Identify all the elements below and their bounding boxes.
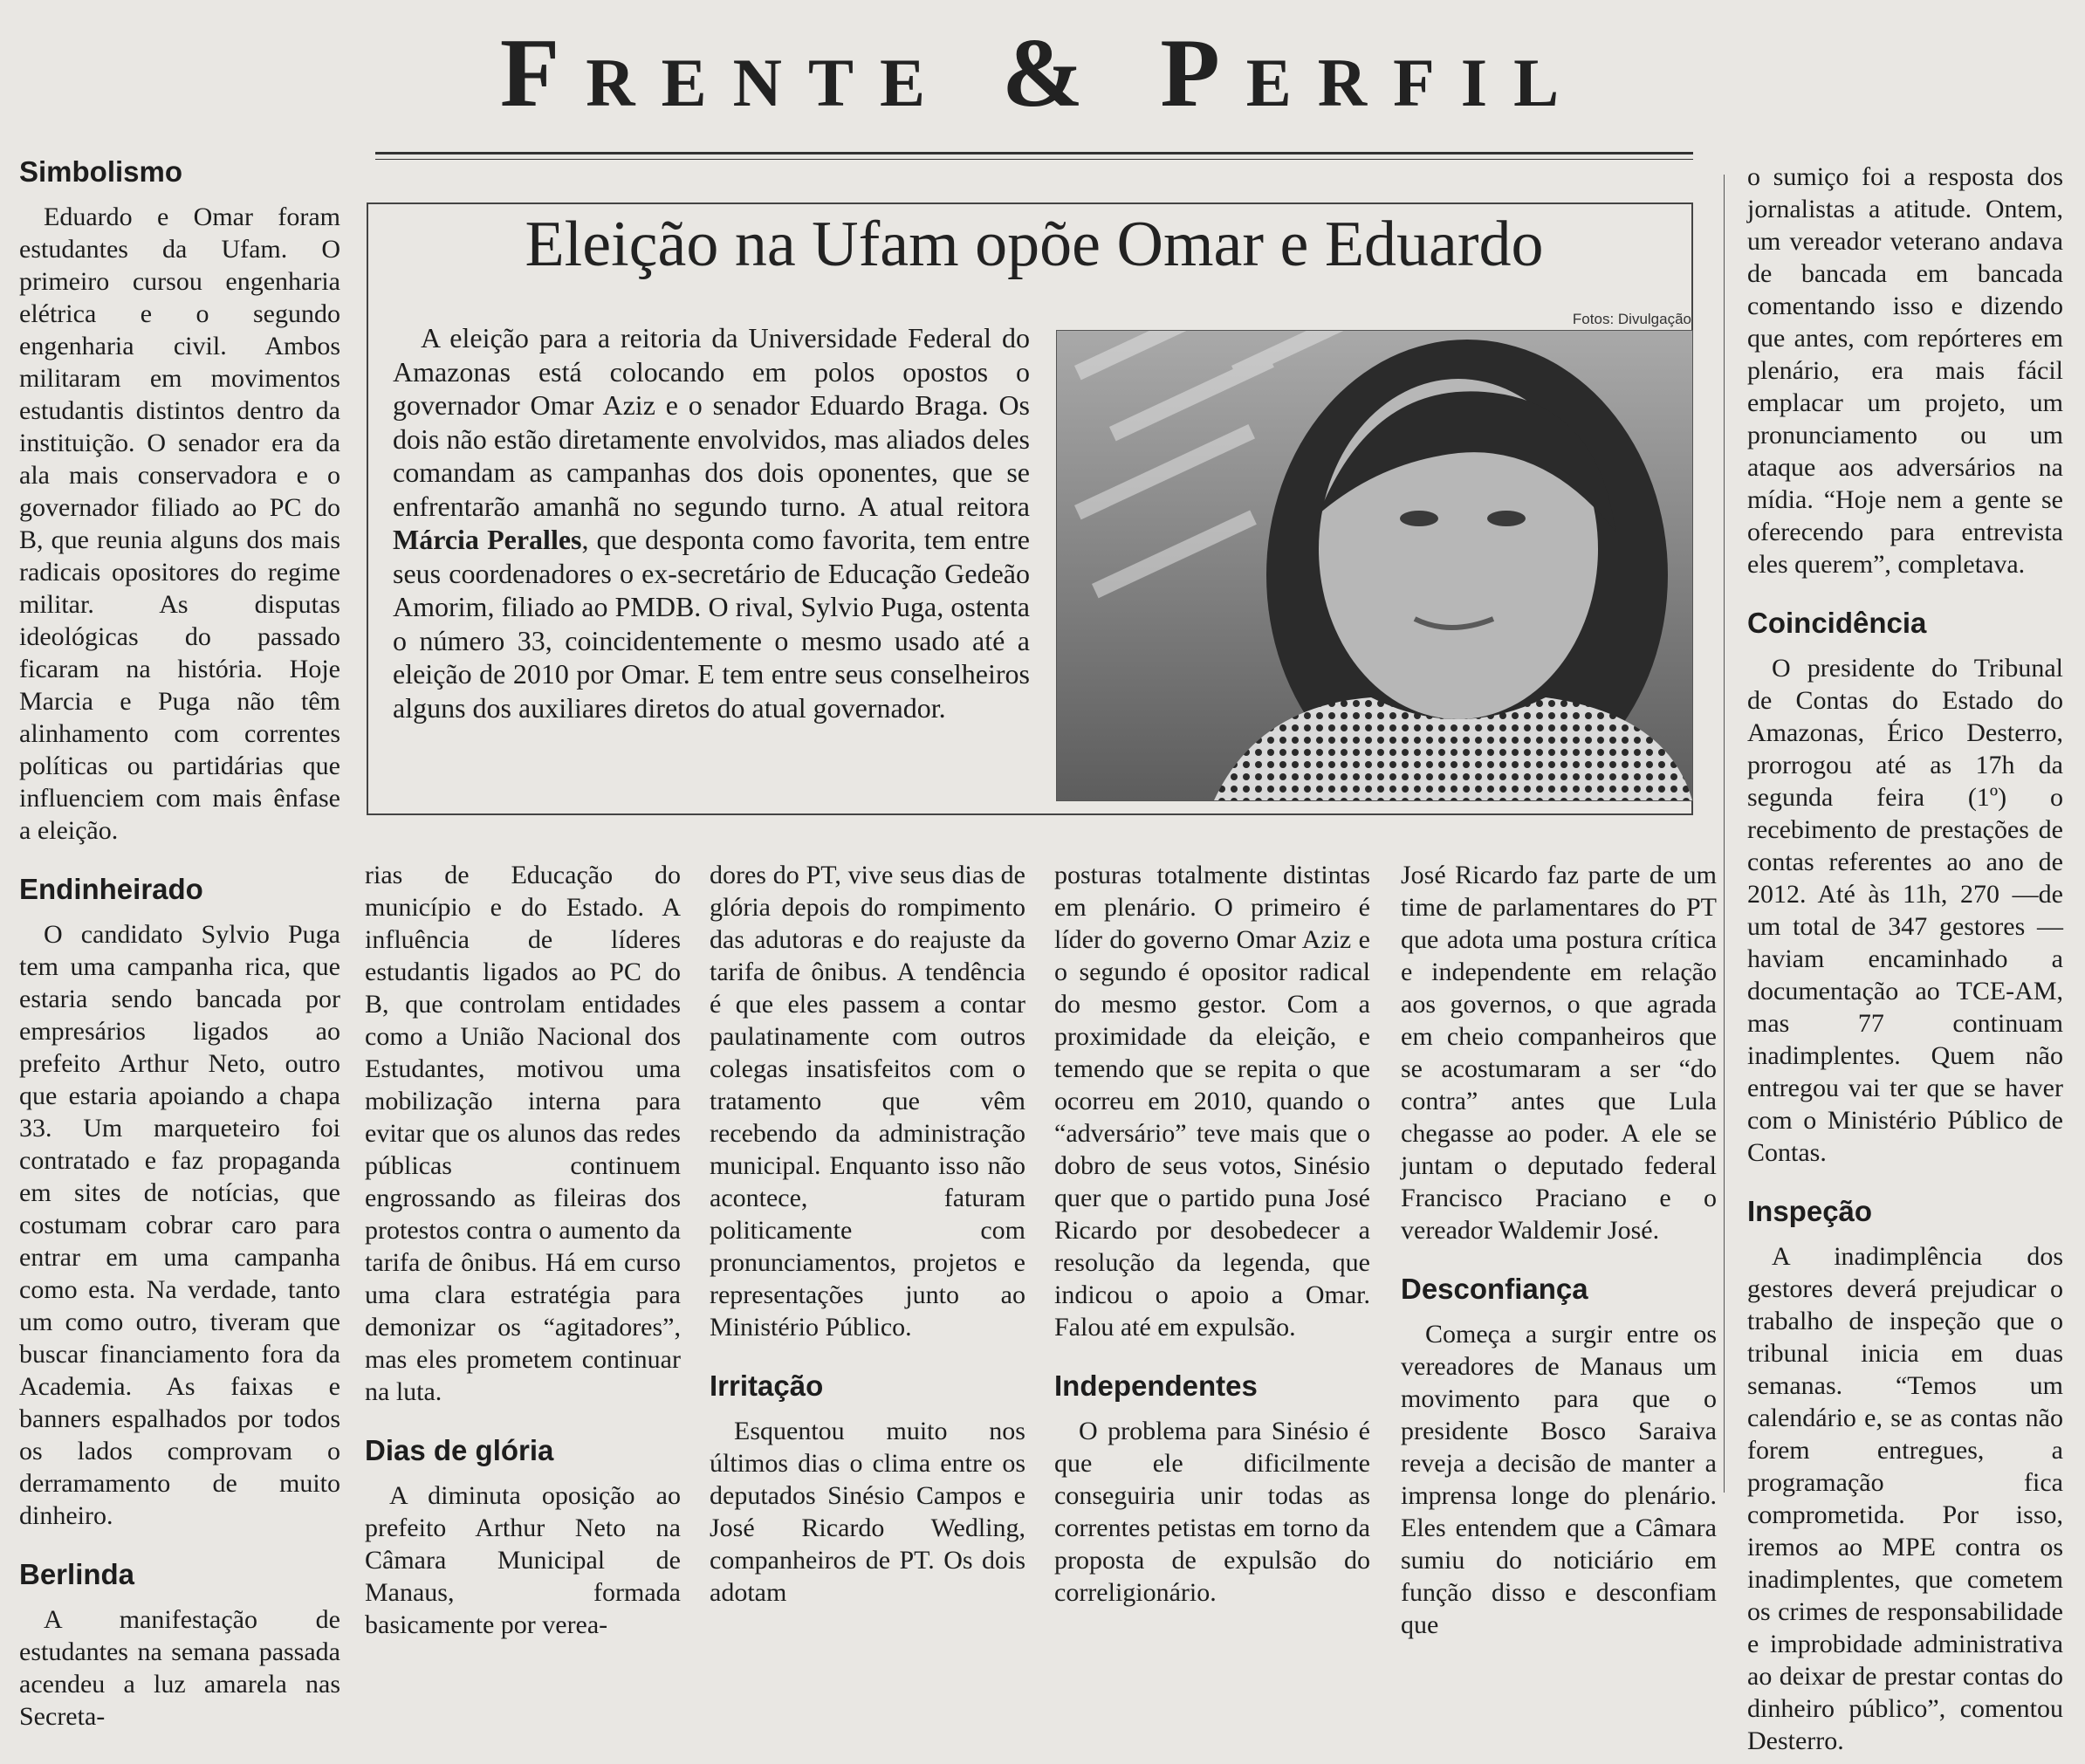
column-3 (710, 859, 1025, 1616)
portrait-illustration (1057, 331, 1692, 800)
paragraph-inspecao: A inadimplência dos gestores deverá prejudicar o trabalho de inspeção que o tribunal inicia em duas semanas. “Temos um calendário e, se as contas não forem entregues, a programação fica comprometida. Por isso, iremos ao MPE contra os inadimplentes, que cometem os crimes de responsabilidade e improbidade administrativa ao deixar de prestar contas do dinheiro público”, comentou Desterro. (1747, 1242, 2063, 1755)
headline: Eleição na Ufam opõe Omar e Eduardo (525, 209, 1544, 280)
section-masthead: Frente & Perfil (499, 19, 1586, 127)
subhead-desconfianca: Desconfiança (1401, 1273, 1588, 1305)
paragraph-col2-cont: rias de Educação do município e do Estado. A influência de líderes estudantis ligados ao PC do B, que controlam entidades como a União Nacional dos Estudantes, motivou uma mobilização interna para evitar que os alunos das redes públicas continuem engrossando as fileiras dos protestos contra o aumento da tarifa de ônibus. Há em curso uma clara estratégia para demonizar os “agitadores”, mas eles prometem continuar na luta. (365, 861, 681, 1406)
paragraph-col6-cont: o sumiço foi a resposta dos jornalistas a atitude. Ontem, um vereador veterano andava de bancada em bancada comentando isso e dizendo que antes, com repórteres em plenário, era mais fácil emplacar um projeto, um pronunciamento ou um ataque aos adversários na mídia. “Hoje nem a gente se oferecendo para entrevista eles querem”, completava. (1747, 162, 2063, 579)
paragraph-berlinda: A manifestação de estudantes na semana passada acendeu a luz amarela nas Secreta- (19, 1605, 340, 1731)
subhead-inspecao: Inspeção (1747, 1195, 1873, 1227)
column-5 (1401, 859, 1717, 1648)
paragraph-col3-cont: dores do PT, vive seus dias de glória depois do rompimento das adutoras e do reajuste da tarifa de ônibus. A tendência é que eles passem a contar paulatinamente com outros colegas insatisfeitos com o tratamento que vêm recebendo da administração municipal. Enquanto isso não acontece, faturam politicamente com pronunciamentos, projetos e representações junto ao Ministério Público. (710, 861, 1025, 1342)
lead-name: Márcia Peralles (393, 524, 582, 555)
column-4 (1054, 859, 1370, 1616)
subhead-endinheirado: Endinheirado (19, 873, 203, 905)
subhead-irritacao: Irritação (710, 1369, 824, 1402)
portrait-photo (1056, 330, 1693, 801)
column-rule-6 (1724, 175, 1725, 1493)
lead-article (393, 321, 1030, 724)
paragraph-simbolismo: Eduardo e Omar foram estudantes da Ufam. O primeiro cursou engenharia elétrica e o segundo engenharia civil. Ambos militaram em movimentos estudantis distintos dentro da instituição. O senador era da ala mais conservadora e o governador filiado ao PC do B, que reunia alguns dos mais radicais opositores do regime militar. As disputas ideológicas do passado ficaram na história. Hoje Marcia e Puga não têm alinhamento com correntes políticas ou partidárias que influenciem com mais ênfase a eleição. (19, 202, 340, 845)
paragraph-independentes: O problema para Sinésio é que ele dificilmente conseguiria unir todas as correntes petistas em torno da proposta de expulsão do correligionário. (1054, 1417, 1370, 1607)
lead-text-1: A eleição para a reitoria da Universidade Federal do Amazonas está colocando em polos opostos o governador Omar Aziz e o senador Eduardo Braga. Os dois não estão diretamente envolvidos, mas aliados deles comandam as campanhas dos dois oponentes, que se enfrentarão amanhã no segundo turno. A atual reitora (393, 322, 1030, 522)
paragraph-endinheirado: O candidato Sylvio Puga tem uma campanha rica, que estaria sendo bancada por empresários ligados ao prefeito Arthur Neto, outro que estaria apoiando a chapa 33. Um marqueteiro foi contratado e faz propaganda em sites de notícias, que costumam cobrar caro para entrar em uma campanha como esta. Na verdade, tanto um como outro, tiveram que buscar financiamento fora da Academia. As faixas e banners espalhados por todos os lados comprovam o derramamento de muito dinheiro. (19, 920, 340, 1530)
column-1 (19, 154, 340, 1740)
masthead-rule-thin (375, 159, 1693, 160)
column-2 (365, 859, 681, 1648)
photo-credit: Fotos: Divulgação (1572, 311, 1691, 327)
paragraph-dias-de-gloria: A diminuta oposição ao prefeito Arthur Neto na Câmara Municipal de Manaus, formada basicamente por verea- (365, 1481, 681, 1639)
subhead-independentes: Independentes (1054, 1369, 1258, 1402)
paragraph-col5-cont: José Ricardo faz parte de um time de parlamentares do PT que adota uma postura crítica e independente em relação aos governos, o que agrada em cheio companheiros que se acostumaram a ser “do contra” antes que Lula chegasse ao poder. A ele se juntam o deputado federal Francisco Praciano e o vereador Waldemir José. (1401, 861, 1717, 1245)
lead-text-2: , que desponta como favorita, tem entre seus coordenadores o ex-secretário de Educação Gedeão Amorim, filiado ao PMDB. O rival, Sylvio Puga, ostenta o número 33, coincidentemente o mesmo usado até a eleição de 2010 por Omar. E tem entre seus conselheiros alguns dos auxiliares diretos do atual governador. (393, 524, 1030, 724)
paragraph-desconfianca: Começa a surgir entre os vereadores de Manaus um movimento para que o presidente Bosco Saraiva reveja a decisão de manter a imprensa longe do plenário. Eles entendem que a Câmara sumiu do noticiário em função disso e desconfiam que (1401, 1320, 1717, 1639)
masthead-rule (375, 152, 1693, 154)
paragraph-irritacao: Esquentou muito nos últimos dias o clima entre os deputados Sinésio Campos e José Ricardo Wedling, companheiros de PT. Os dois adotam (710, 1417, 1025, 1607)
lead-paragraph (393, 321, 1030, 724)
paragraph-coincidencia: O presidente do Tribunal de Contas do Estado do Amazonas, Érico Desterro, prorrogou até as 17h da segunda feira (1º) o recebimento de prestações de contas referentes ao ano de 2012. Até às 11h, 270 —de um total de 347 gestores —haviam encaminhado a documentação ao TCE-AM, mas 77 continuam inadimplentes. Quem não entregou vai ter que se haver com o Ministério Público de Contas. (1747, 654, 2063, 1167)
subhead-berlinda: Berlinda (19, 1558, 135, 1590)
column-6 (1747, 161, 2063, 1764)
subhead-coincidencia: Coincidência (1747, 607, 1927, 639)
subhead-dias-de-gloria: Dias de glória (365, 1434, 554, 1466)
subhead-simbolismo: Simbolismo (19, 155, 183, 188)
paragraph-col4-cont: posturas totalmente distintas em plenário. O primeiro é líder do governo Omar Aziz e o segundo é opositor radical do mesmo gestor. Com a proximidade da eleição, e temendo que se repita o que ocorreu em 2010, quando o “adversário” teve mais que o dobro de seus votos, Sinésio quer que o partido puna José Ricardo por desobedecer a resolução da legenda, que indicou o apoio a Omar. Falou até em expulsão. (1054, 861, 1370, 1342)
